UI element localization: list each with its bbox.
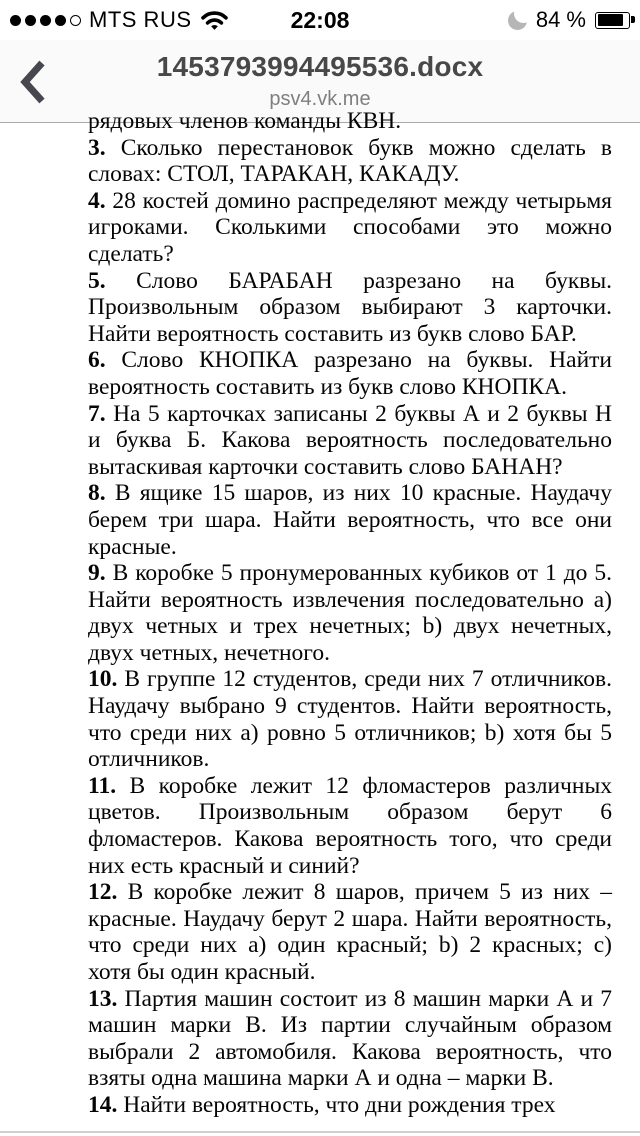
clock-label: 22:08 (290, 6, 350, 33)
problem-number: 8. (88, 480, 106, 507)
document-paragraph: 14. Найти вероятность, что дни рождения трех (88, 1091, 556, 1118)
signal-strength-icon (10, 15, 81, 26)
carrier-label: MTS RUS (89, 7, 192, 32)
battery-nub (631, 16, 635, 23)
signal-dot (40, 15, 51, 26)
document-title: 1453793994495536.docx (156, 51, 484, 82)
document-paragraph: 9. В коробке 5 пронумерованных кубиков от 1 до 5. Найти вероятность извлечения последовательно а) двух четных и трех нечетных; b) двух нечетных, двух четных, нечетного. (88, 560, 612, 666)
bottom-divider (0, 1131, 640, 1133)
problem-number: 7. (88, 400, 106, 427)
document-paragraph: 13. Партия машин состоит из 8 машин марки А и 7 машин марки В. Из партии случайным образом выбрали 2 автомобиля. Какова вероятность, что взяты одна машина марки А и одна – марки В. (88, 985, 612, 1092)
problem-number: 6. (88, 347, 106, 374)
problem-number: 9. (88, 560, 106, 587)
document-paragraph: 10. В группе 12 студентов, среди них 7 отличников. Наудачу выбрано 9 студентов. Найти вероятность, что среди них а) ровно 5 отличников; b) хотя бы 5 отличников. (88, 666, 612, 773)
document-paragraph: 4. 28 костей домино распределяют между четырьмя игроками. Сколькими способами это можно сделать? (88, 187, 612, 267)
document-content (88, 108, 612, 1119)
signal-dot (70, 15, 81, 26)
document-paragraph: рядовых членов команды КВН. (88, 108, 402, 134)
problem-number: 11. (88, 772, 117, 799)
document-paragraph: 8. В ящике 15 шаров, из них 10 красные. Наудачу берем три шара. Найти вероятность, что все они красные. (88, 480, 612, 560)
problem-number: 5. (88, 267, 106, 294)
problem-number: 10. (88, 666, 118, 693)
document-paragraph: 3. Сколько перестановок букв можно сделать в словах: СТОЛ, ТАРАКАН, КАКАДУ. (88, 134, 612, 188)
do-not-disturb-moon-icon (508, 11, 527, 30)
document-paragraph: 7. На 5 карточках записаны 2 буквы А и 2 буквы Н и буква Б. Какова вероятность последовательно вытаскивая карточки составить слово БАНАН? (88, 400, 612, 480)
back-button[interactable] (8, 54, 56, 110)
problem-number: 3. (88, 134, 106, 161)
problem-number: 14. (88, 1091, 118, 1118)
chevron-left-icon (19, 59, 46, 105)
problem-number: 4. (88, 187, 106, 214)
status-bar-left-group (10, 7, 229, 33)
battery-icon (595, 12, 630, 29)
signal-dot (25, 15, 36, 26)
document-paragraph: 12. В коробке лежит 8 шаров, причем 5 из них – красные. Наудачу берут 2 шара. Найти вероятность, что среди них а) один красный; b) 2 красных; c) хотя бы один красный. (88, 879, 612, 985)
wifi-icon (200, 9, 229, 31)
problem-number: 13. (88, 985, 118, 1012)
status-bar-right-group (508, 7, 630, 33)
battery-fill (598, 14, 623, 26)
document-paragraph: 6. Слово КНОПКА разрезано на буквы. Найти вероятность составить из букв слово КНОПКА. (88, 347, 612, 400)
status-bar (0, 0, 640, 40)
signal-dot (10, 15, 21, 26)
document-viewer[interactable] (0, 108, 640, 1136)
signal-dot (55, 15, 66, 26)
problem-number: 12. (88, 879, 118, 906)
document-source-domain: psv4.vk.me (269, 88, 371, 110)
document-paragraph: 5. Слово БАРАБАН разрезано на буквы. Произвольным образом выбирают 3 карточки. Найти вероятность составить из букв слово БАР. (88, 267, 612, 347)
document-paragraph: 11. В коробке лежит 12 фломастеров различных цветов. Произвольным образом берут 6 фломастеров. Какова вероятность того, что среди них есть красный и синий? (88, 772, 612, 879)
battery-percent-label: 84 % (535, 7, 586, 32)
